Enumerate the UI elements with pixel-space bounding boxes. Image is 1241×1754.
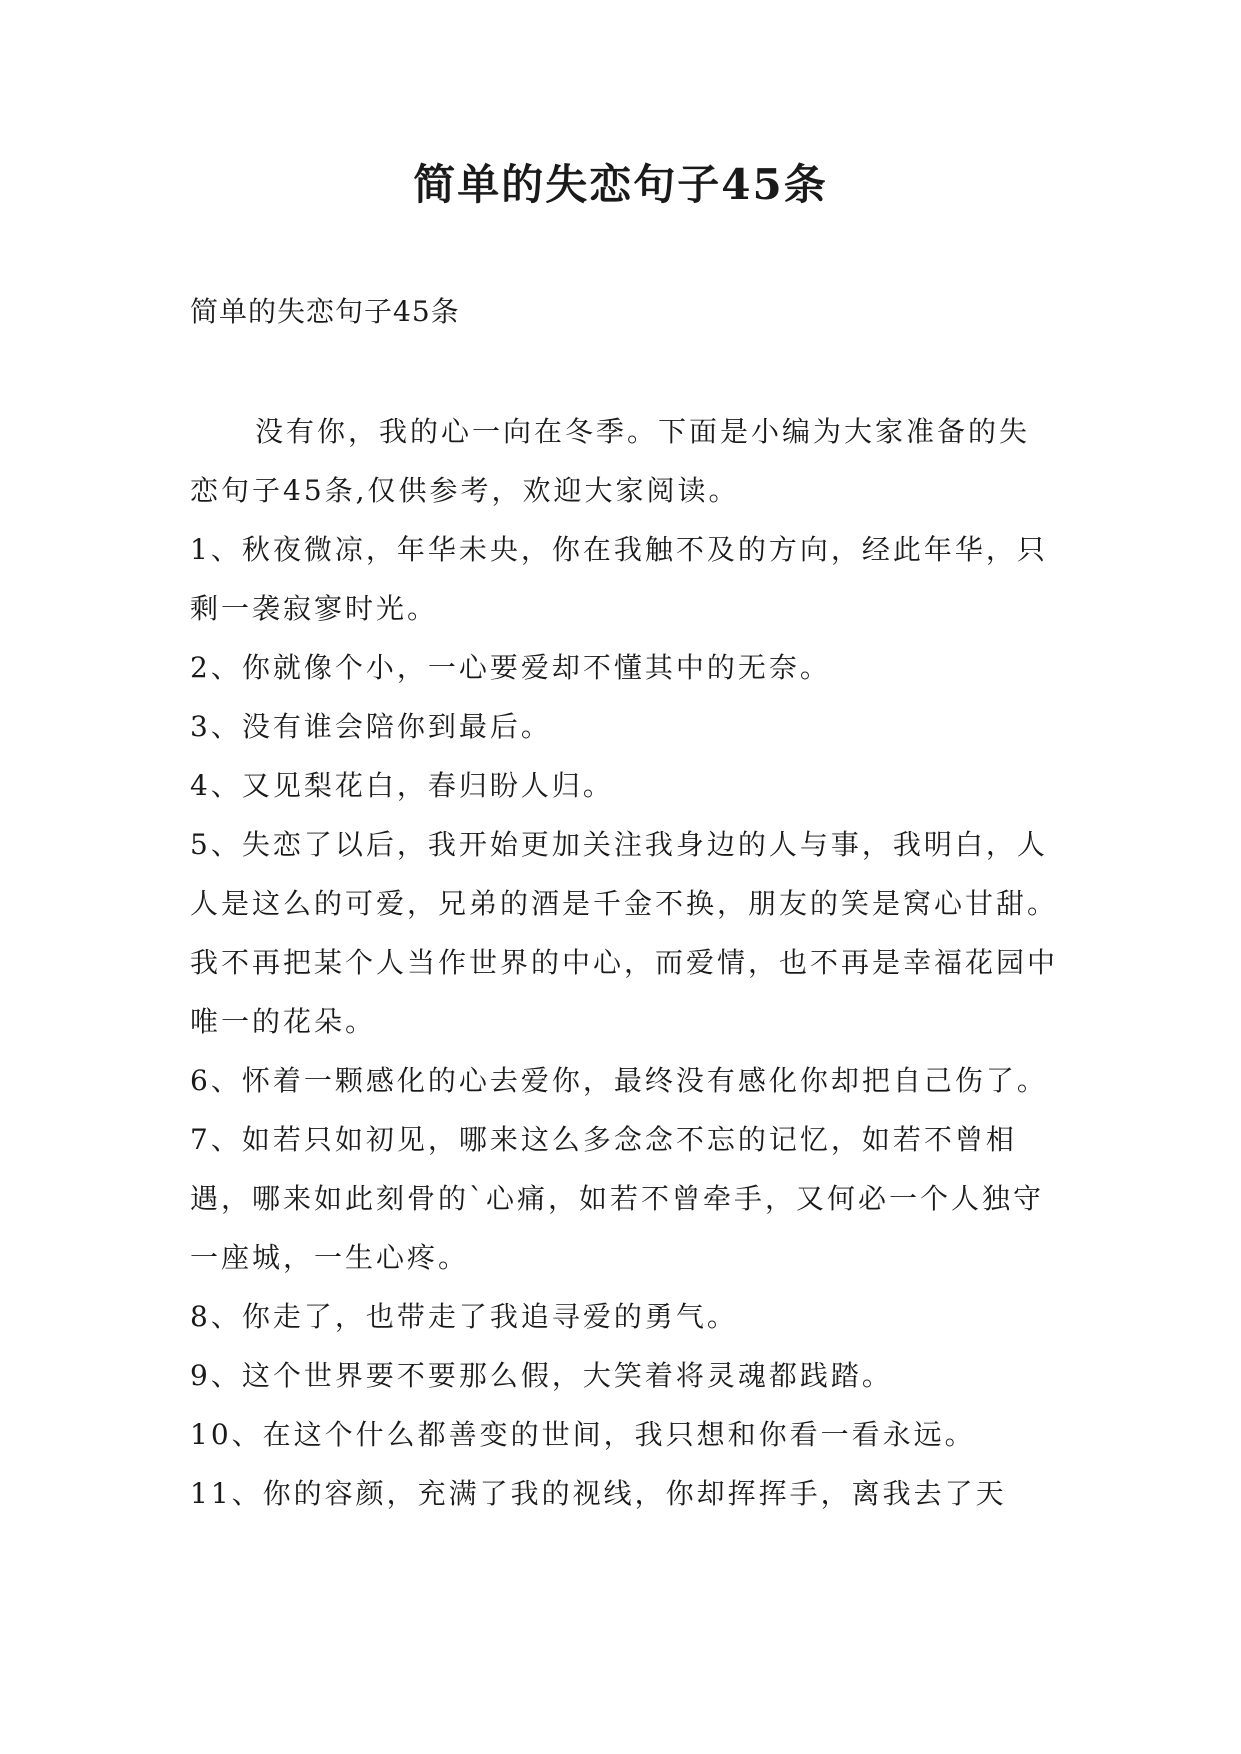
list-item: 8、你走了，也带走了我追寻爱的勇气。: [190, 1300, 738, 1333]
list-item: 1、秋夜微凉，年华未央，你在我触不及的方向，经此年华，只剩一袭寂寥时光。: [190, 533, 1048, 625]
document-subtitle: 简单的失恋句子45条: [190, 295, 460, 328]
list-item: 9、这个世界要不要那么假，大笑着将灵魂都践踏。: [190, 1359, 893, 1392]
list-item: 4、又见梨花白，春归盼人归。: [190, 769, 614, 802]
list-item: 5、失恋了以后，我开始更加关注我身边的人与事，我明白，人人是这么的可爱，兄弟的酒是千金不换，朋友的笑是窝心甘甜。我不再把某个人当作世界的中心，而爱情，也不再是幸福花园中唯一的花朵。: [190, 828, 1059, 1038]
list-item: 10、在这个什么都善变的世间，我只想和你看一看永远。: [190, 1418, 976, 1451]
list-item: 7、如若只如初见，哪来这么多念念不忘的记忆，如若不曾相遇，哪来如此刻骨的`心痛，如若不曾牵手，又何必一个人独守一座城，一生心疼。: [190, 1123, 1045, 1274]
document-body: [190, 402, 1058, 1523]
list-item: 2、你就像个小，一心要爱却不懂其中的无奈。: [190, 651, 831, 684]
intro-paragraph: 没有你，我的心一向在冬季。下面是小编为大家准备的失恋句子45条,仅供参考，欢迎大家阅读。: [190, 415, 1031, 507]
document-title: 简单的失恋句子45条: [413, 160, 828, 209]
list-item: 6、怀着一颗感化的心去爱你，最终没有感化你却把自己伤了。: [190, 1064, 1048, 1097]
list-item: 3、没有谁会陪你到最后。: [190, 710, 552, 743]
list-item: 11、你的容颜，充满了我的视线，你却挥挥手，离我去了天: [190, 1477, 1007, 1510]
